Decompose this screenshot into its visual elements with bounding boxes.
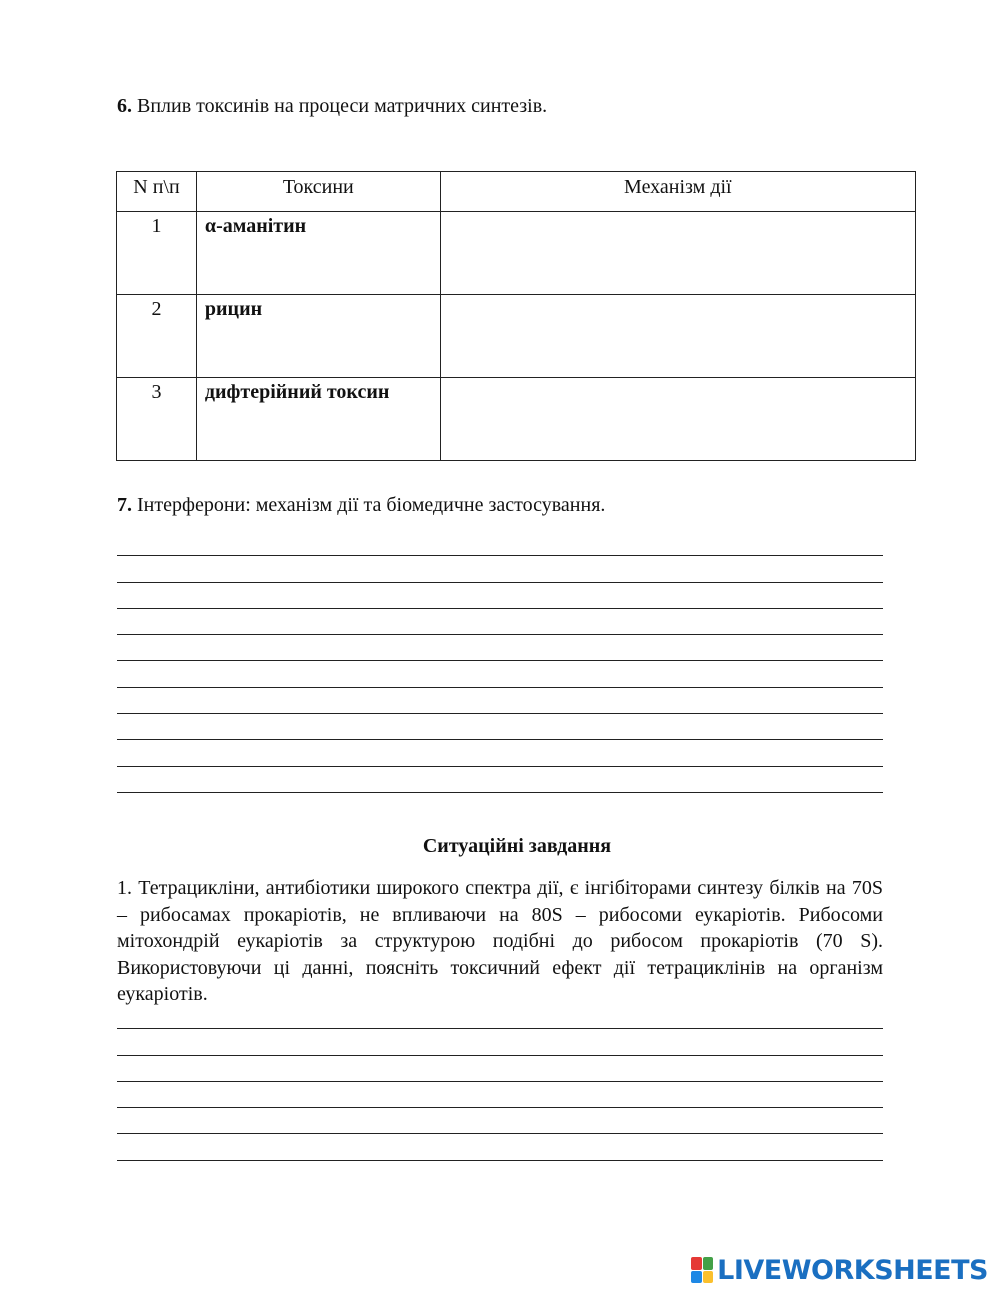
- answer-line[interactable]: [117, 661, 883, 687]
- task-1-answer-lines: [117, 1003, 883, 1161]
- answer-line[interactable]: [117, 1108, 883, 1134]
- logo-square: [691, 1257, 702, 1270]
- mechanism-answer-cell[interactable]: [440, 212, 915, 295]
- answer-line[interactable]: [117, 1029, 883, 1055]
- mechanism-answer-cell[interactable]: [440, 378, 915, 461]
- answer-line[interactable]: [117, 714, 883, 740]
- mechanism-answer-cell[interactable]: [440, 295, 915, 378]
- answer-line[interactable]: [117, 1134, 883, 1160]
- answer-line[interactable]: [117, 1056, 883, 1082]
- answer-line[interactable]: [117, 530, 883, 556]
- answer-line[interactable]: [117, 740, 883, 766]
- row-number: 2: [117, 295, 197, 378]
- toxin-name: рицин: [196, 295, 440, 378]
- row-number: 3: [117, 378, 197, 461]
- answer-line[interactable]: [117, 583, 883, 609]
- liveworksheets-brand: [691, 1253, 988, 1287]
- question-7-number: 7.: [117, 494, 132, 516]
- table-row: [117, 295, 916, 378]
- toxins-table: [116, 171, 916, 461]
- answer-line[interactable]: [117, 767, 883, 793]
- header-toxins: Токсини: [196, 172, 440, 212]
- table-row: [117, 212, 916, 295]
- logo-square: [691, 1271, 702, 1284]
- table-header-row: [117, 172, 916, 212]
- question-6-text: Вплив токсинів на процеси матричних синтезів.: [137, 95, 548, 117]
- logo-square: [703, 1257, 714, 1270]
- answer-line[interactable]: [117, 635, 883, 661]
- row-number: 1: [117, 212, 197, 295]
- question-7-title: [117, 494, 605, 517]
- table-row: [117, 378, 916, 461]
- question-6-number: 6.: [117, 95, 132, 117]
- header-mechanism: Механізм дії: [440, 172, 915, 212]
- liveworksheets-logo-icon: [691, 1257, 713, 1283]
- situational-tasks-heading: Ситуаційні завдання: [422, 835, 612, 857]
- question-7-answer-lines: [117, 530, 883, 793]
- answer-line[interactable]: [117, 556, 883, 582]
- situational-task-1: 1. Тетрацикліни, антибіотики широкого спектра дії, є інгібіторами синтезу білків на 70S – рибосамах прокаріотів, не впливаючи на 80S – рибосоми еукаріотів. Рибосоми мітохондрій еукаріотів за структурою подібні до рибосом прокаріотів (70 S). Використовуючи ці данні, поясніть токсичний ефект дії тетрациклінів на організм еукаріотів.: [117, 877, 883, 1005]
- answer-line[interactable]: [117, 688, 883, 714]
- header-number: N п\п: [117, 172, 197, 212]
- toxin-name: α-аманітин: [196, 212, 440, 295]
- answer-line[interactable]: [117, 609, 883, 635]
- answer-line[interactable]: [117, 1082, 883, 1108]
- brand-name: LIVEWORKSHEETS: [717, 1254, 988, 1286]
- logo-square: [703, 1271, 714, 1284]
- question-7-text: Інтерферони: механізм дії та біомедичне застосування.: [137, 494, 606, 516]
- question-6-title: [117, 95, 547, 118]
- toxin-name: дифтерійний токсин: [196, 378, 440, 461]
- answer-line[interactable]: [117, 1003, 883, 1029]
